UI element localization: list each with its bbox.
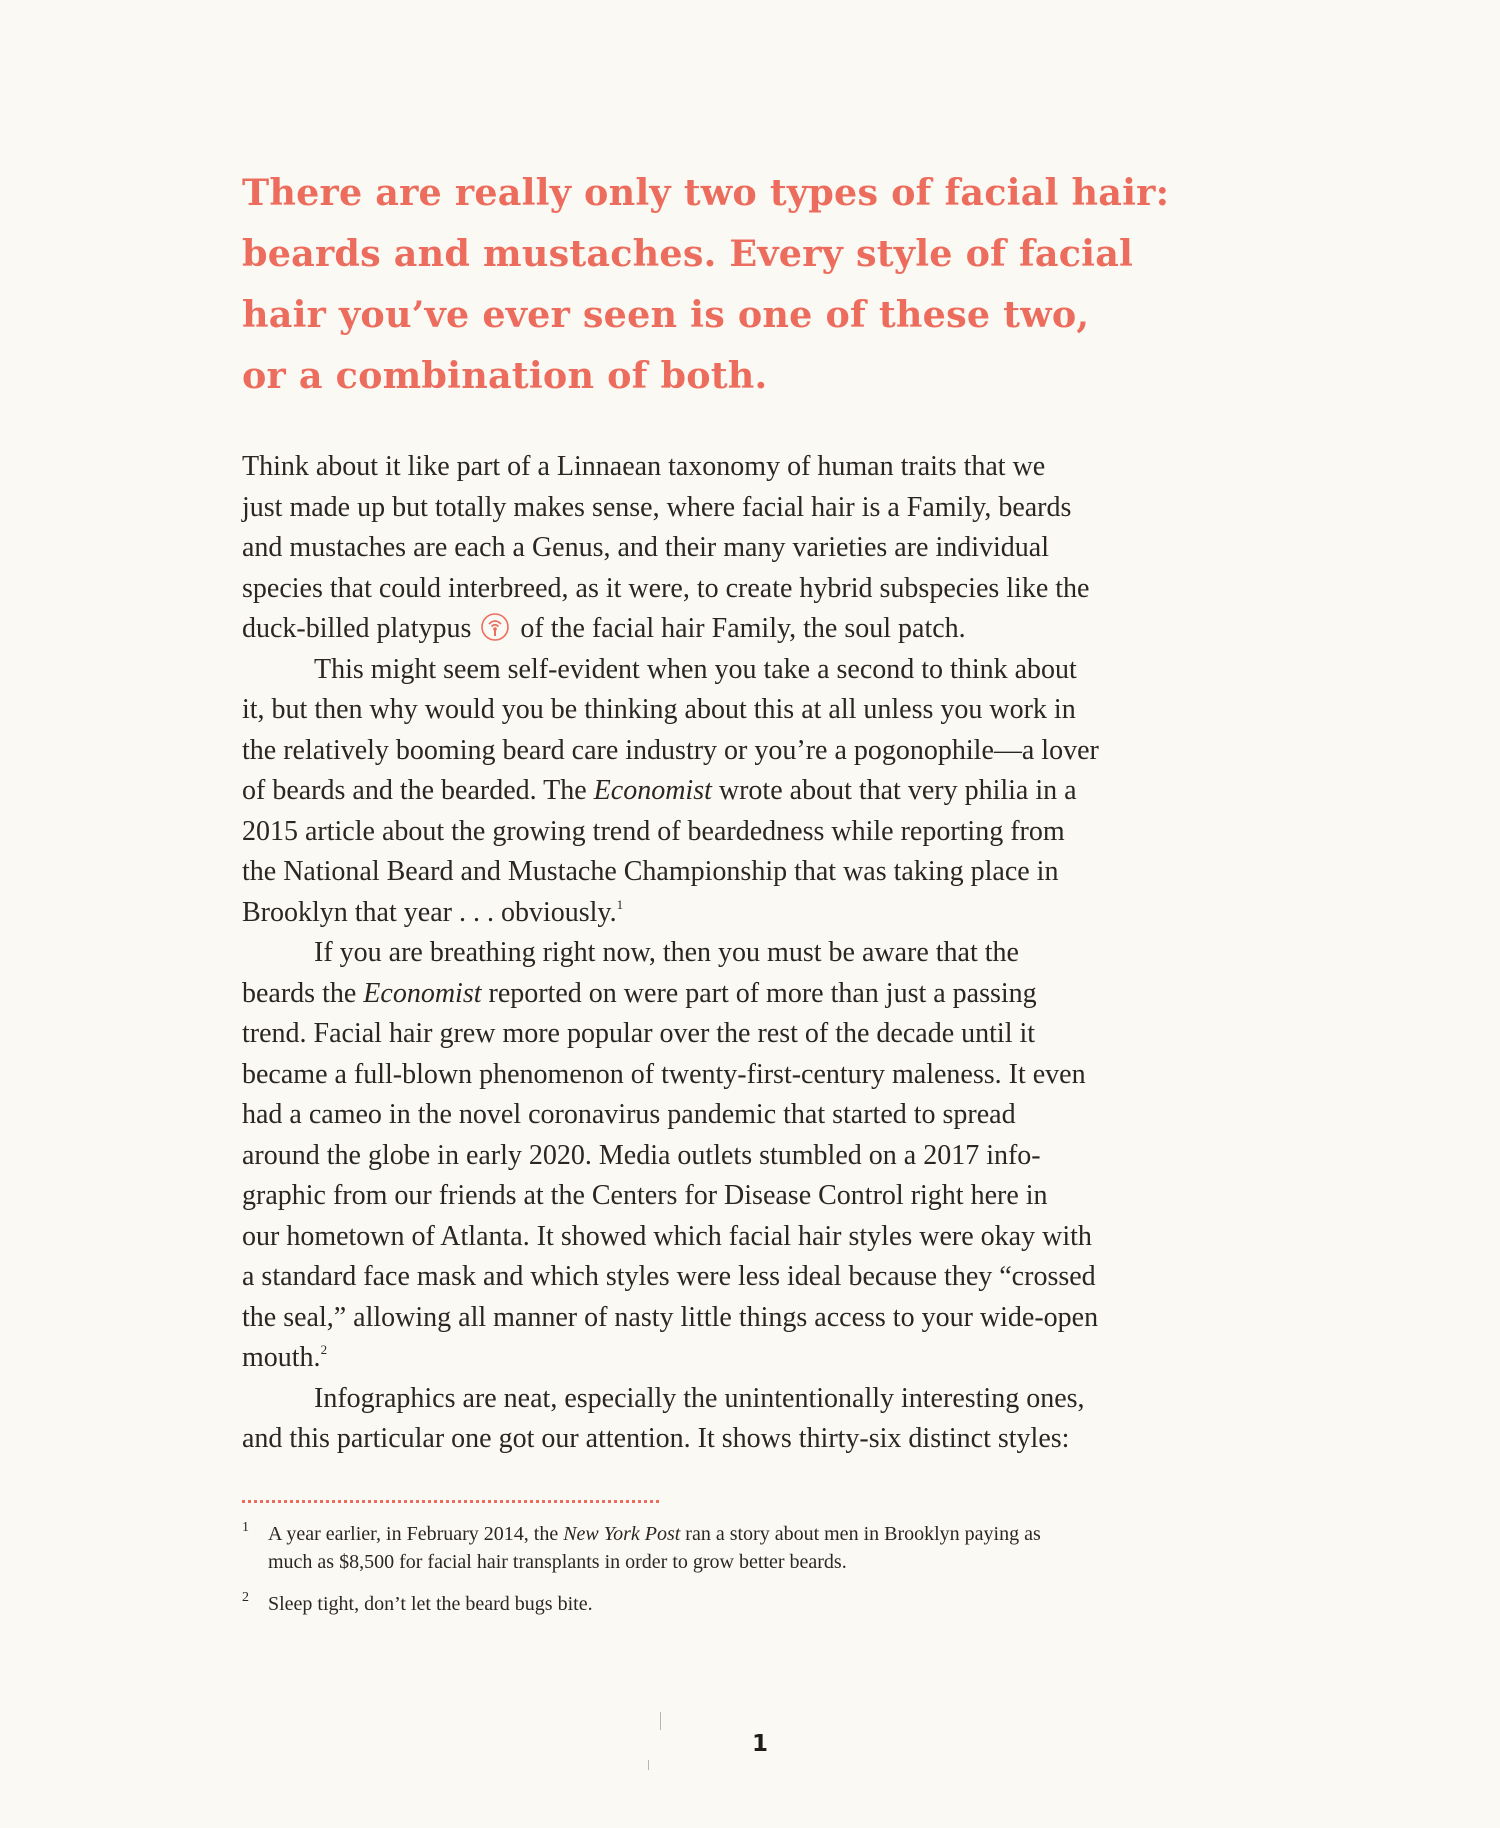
text-line: trend. Facial hair grew more popular over the rest of the decade until it (242, 1018, 1036, 1049)
text-span: Brooklyn that year . . . obviously. (242, 896, 617, 928)
text-line: much as $8,500 for facial hair transplants in order to grow better beards. (268, 1551, 847, 1573)
text-span: reported on were part of more than just a passing (481, 977, 1037, 1009)
audio-note-icon (480, 612, 510, 642)
text-line: 2015 article about the growing trend of beardedness while reporting from (242, 815, 1065, 847)
text-line: graphic from our friends at the Centers for Disease Control right here in (242, 1180, 1048, 1211)
text-line: Think about it like part of a Linnaean taxonomy of human traits that we (242, 451, 1046, 482)
text-line (242, 1338, 1282, 1379)
scan-artifact (660, 1712, 661, 1730)
text-span: A year earlier, in February 2014, the (268, 1523, 564, 1545)
footnote-1 (242, 1520, 1282, 1576)
pull-quote-line: beards and mustaches. Every style of facial (242, 232, 1134, 275)
text-line (242, 771, 1282, 812)
text-span: of beards and the bearded. The (242, 775, 594, 806)
text-line: around the globe in early 2020. Media outlets stumbled on a 2017 info- (242, 1139, 1041, 1171)
text-line: If you are breathing right now, then you must be aware that the (314, 937, 1019, 968)
text-span: mouth. (242, 1342, 321, 1373)
footnote-2 (242, 1590, 1282, 1618)
text-line (242, 974, 1282, 1015)
text-line (242, 893, 1282, 934)
text-line: Infographics are neat, especially the unintentionally interesting ones, (314, 1382, 1085, 1414)
text-line: Sleep tight, don’t let the beard bugs bite. (268, 1593, 593, 1615)
pull-quote-line: There are really only two types of facial hair: (242, 171, 1170, 214)
text-line: it, but then why would you be thinking about this at all unless you work in (242, 694, 1076, 725)
footnote-number: 2 (242, 1590, 249, 1605)
text-line: a standard face mask and which styles were less ideal because they “crossed (242, 1261, 1096, 1292)
paragraph-2 (242, 650, 1282, 934)
text-line: the relatively booming beard care industry or you’re a pogonophile—a lover (242, 734, 1099, 766)
text-line (268, 1520, 1282, 1548)
footnotes (242, 1520, 1282, 1632)
text-span: of the facial hair Family, the soul patch. (520, 613, 966, 644)
text-span: duck-billed platypus (242, 613, 472, 644)
text-line (242, 609, 1282, 650)
text-line: our hometown of Atlanta. It showed which facial hair styles were okay with (242, 1220, 1092, 1252)
page-number: 1 (751, 1731, 768, 1757)
footnote-ref[interactable]: 1 (616, 896, 624, 912)
text-line: the National Beard and Mustache Championship that was taking place in (242, 856, 1059, 887)
text-line: and this particular one got our attention. It shows thirty-six distinct styles: (242, 1423, 1070, 1454)
paragraph-4 (242, 1379, 1282, 1460)
text-span: ran a story about men in Brooklyn paying as (680, 1523, 1041, 1545)
footnote-divider (242, 1500, 659, 1503)
text-line: This might seem self-evident when you take a second to think about (314, 653, 1077, 685)
publication-title: New York Post (563, 1523, 681, 1545)
text-line: became a full-blown phenomenon of twenty-first-century maleness. It even (242, 1058, 1086, 1090)
publication-title: Economist (363, 977, 482, 1009)
text-line: just made up but totally makes sense, where facial hair is a Family, beards (242, 491, 1072, 523)
scan-artifact (648, 1760, 649, 1770)
text-span: wrote about that very philia in a (711, 775, 1077, 806)
pull-quote-line: hair you’ve ever seen is one of these two, (242, 293, 1090, 336)
paragraph-3 (242, 933, 1282, 1379)
text-line: the seal,” allowing all manner of nasty little things access to your wide-open (242, 1301, 1099, 1333)
text-line: and mustaches are each a Genus, and their many varieties are individual (242, 532, 1050, 563)
text-line: had a cameo in the novel coronavirus pandemic that started to spread (242, 1099, 1016, 1130)
body-text (242, 447, 1282, 1460)
pull-quote-line: or a combination of both. (242, 354, 768, 397)
pull-quote (242, 162, 1252, 406)
text-line: species that could interbreed, as it were, to create hybrid subspecies like the (242, 572, 1090, 604)
footnote-number: 1 (242, 1520, 249, 1535)
publication-title: Economist (593, 775, 712, 806)
footnote-ref[interactable]: 2 (320, 1342, 328, 1357)
paragraph-1 (242, 447, 1282, 650)
text-span: beards the (242, 977, 364, 1009)
